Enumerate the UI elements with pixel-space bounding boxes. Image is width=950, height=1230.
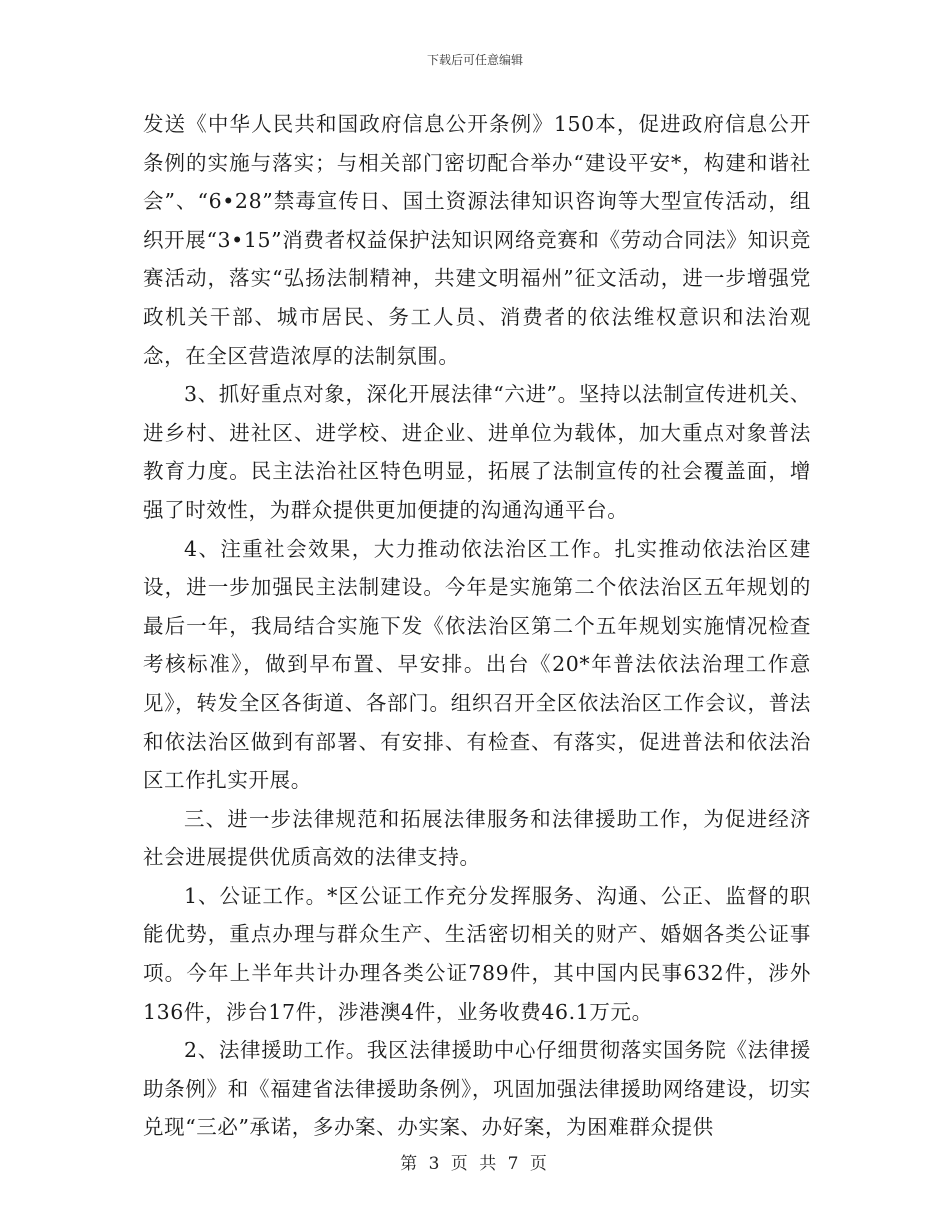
paragraph: 1、公证工作。*区公证工作充分发挥服务、沟通、公正、监督的职能优势，重点办理与群众生产、生活密切相关的财产、婚姻各类公证事项。今年上半年共计办理各类公证789件，其中国内民事632件，涉外136件，涉台17件，涉港澳4件，业务收费46.1万元。 [143,883,811,1024]
page-header: 下载后可任意编辑 [426,53,523,67]
page-number: 第 3 页 共 7 页 [400,1154,550,1174]
document-body [143,105,811,1147]
paragraph: 三、进一步法律规范和拓展法律服务和法律援助工作，为促进经济社会进展提供优质高效的法律支持。 [143,806,811,870]
paragraph: 3、抓好重点对象，深化开展法律“六进”。坚持以法制宣传进机关、进乡村、进社区、进学校、进企业、进单位为载体，加大重点对象普法教育力度。民主法治社区特色明显，拓展了法制宣传的社会覆盖面，增强了时效性，为群众提供更加便捷的沟通沟通平台。 [143,382,811,522]
paragraph: 4、注重社会效果，大力推动依法治区工作。扎实推动依法治区建设，进一步加强民主法制建设。今年是实施第二个依法治区五年规划的最后一年，我局结合实施下发《依法治区第二个五年规划实施情况检查考核标准》，做到早布置、早安排。出台《20*年普法依法治理工作意见》，转发全区各街道、各部门。组织召开全区依法治区工作会议，普法和依法治区做到有部署、有安排、有检查、有落实，促进普法和依法治区工作扎实开展。 [143,536,811,793]
paragraph: 2、法律援助工作。我区法律援助中心仔细贯彻落实国务院《法律援助条例》和《福建省法律援助条例》，巩固加强法律援助网络建设，切实兑现“三必”承诺，多办案、办实案、办好案，为困难群众提供 [143,1038,811,1140]
paragraph: 发送《中华人民共和国政府信息公开条例》150本，促进政府信息公开条例的实施与落实；与相关部门密切配合举办“建设平安*，构建和谐社会”、“6•28”禁毒宣传日、国土资源法律知识咨询等大型宣传活动，组织开展“3•15”消费者权益保护法知识网络竞赛和《劳动合同法》知识竞赛活动，落实“弘扬法制精神，共建文明福州”征文活动，进一步增强党政机关干部、城市居民、务工人员、消费者的依法维权意识和法治观念，在全区营造浓厚的法制氛围。 [143,112,811,368]
